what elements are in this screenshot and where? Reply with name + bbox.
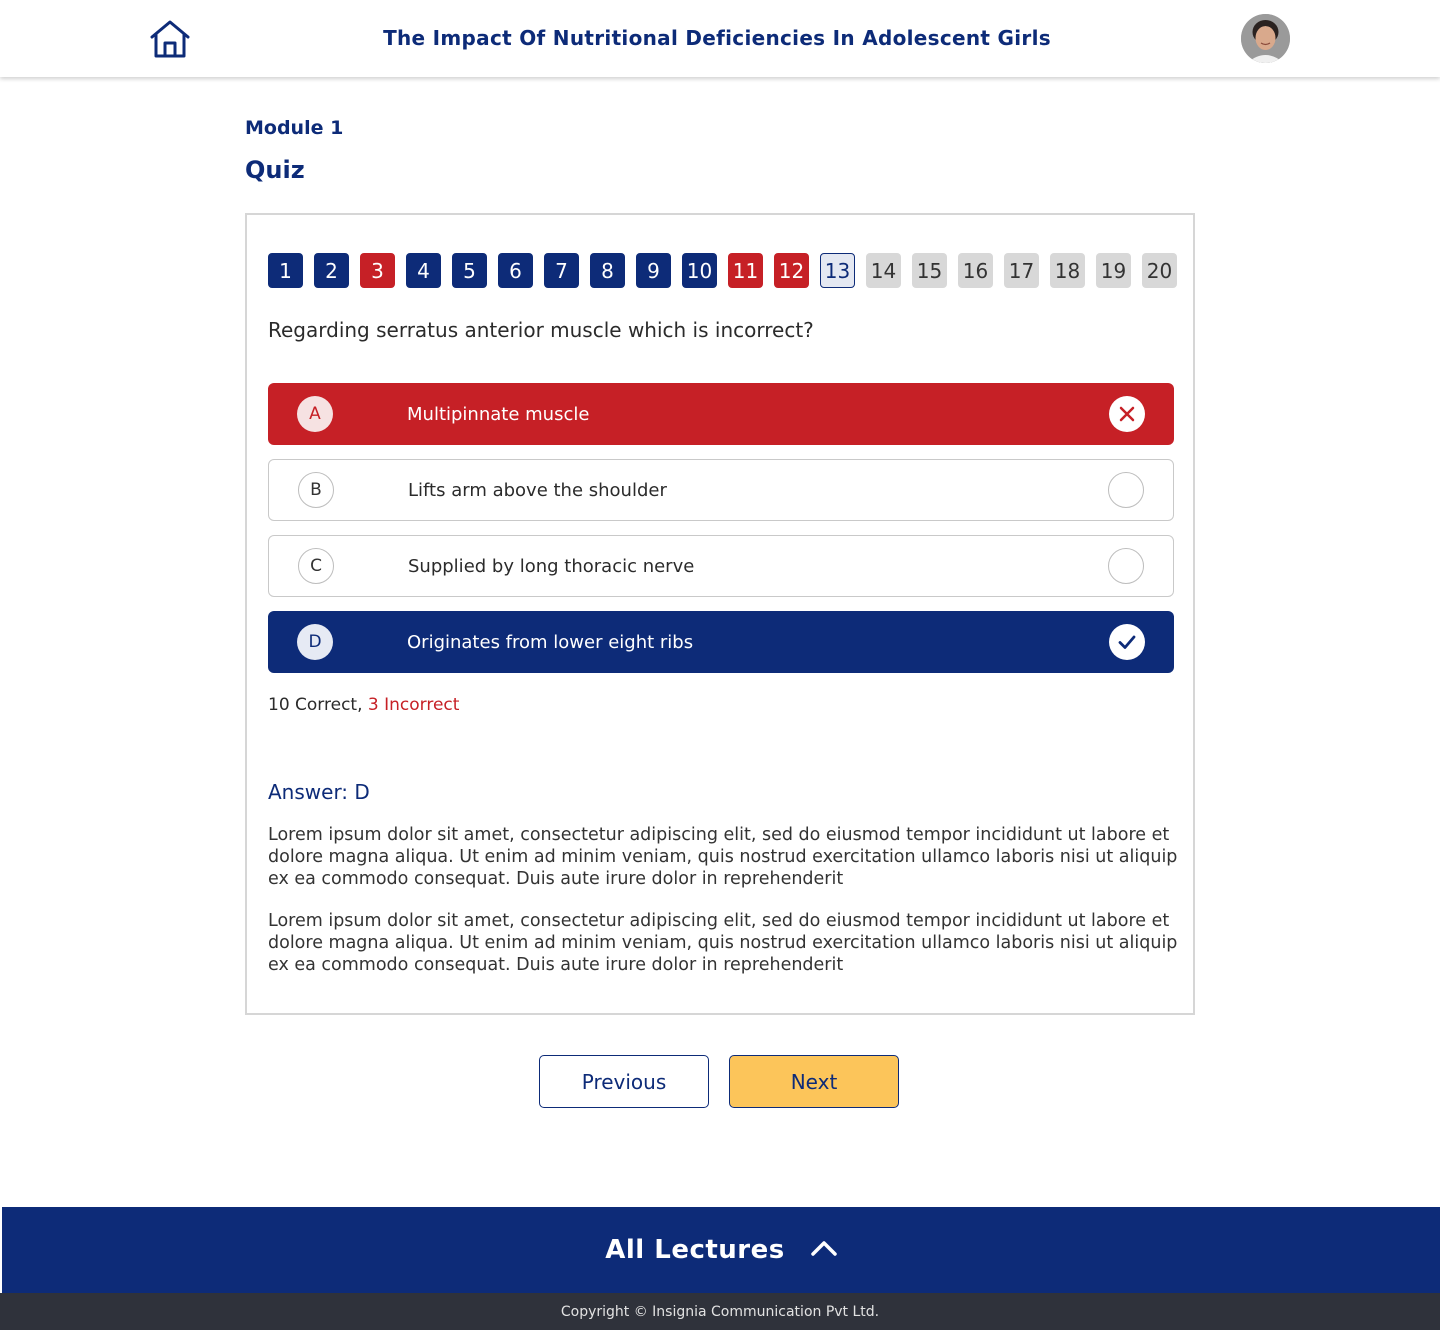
score-summary (268, 695, 459, 715)
copyright-text: Copyright © Insignia Communication Pvt Ltd. (560, 1303, 880, 1320)
page-title: The Impact Of Nutritional Deficiencies In Adolescent Girls (383, 26, 1051, 50)
quiz-card (245, 213, 1195, 1015)
question-number-18[interactable]: 18 (1050, 253, 1085, 288)
question-number-6[interactable]: 6 (498, 253, 533, 288)
footer (0, 1293, 1440, 1330)
top-bar (0, 0, 1440, 77)
question-number-2[interactable]: 2 (314, 253, 349, 288)
empty-circle-icon (1108, 472, 1144, 508)
question-number-1[interactable]: 1 (268, 253, 303, 288)
previous-button[interactable]: Previous (539, 1055, 709, 1108)
question-number-9[interactable]: 9 (636, 253, 671, 288)
option-c[interactable] (268, 535, 1174, 597)
chevron-up-icon (811, 1240, 837, 1260)
question-number-19[interactable]: 19 (1096, 253, 1131, 288)
option-text: Supplied by long thoracic nerve (408, 555, 695, 577)
option-text: Multipinnate muscle (407, 403, 590, 425)
option-letter: C (298, 548, 334, 584)
question-text: Regarding serratus anterior muscle which is incorrect? (268, 318, 814, 342)
section-title: Quiz (245, 156, 305, 184)
question-number-17[interactable]: 17 (1004, 253, 1039, 288)
question-number-4[interactable]: 4 (406, 253, 441, 288)
question-number-14[interactable]: 14 (866, 253, 901, 288)
question-number-20[interactable]: 20 (1142, 253, 1177, 288)
question-number-7[interactable]: 7 (544, 253, 579, 288)
option-text: Lifts arm above the shoulder (408, 479, 667, 501)
empty-circle-icon (1108, 548, 1144, 584)
option-letter: D (297, 624, 333, 660)
explanation-paragraph: Lorem ipsum dolor sit amet, consectetur adipiscing elit, sed do eiusmod tempor incididunt ut labore et dolore magna aliqua. Ut enim ad minim veniam, quis nostrud exercitation ullamco laboris nisi ut aliquip ex ea commodo consequat. Duis aute irure dolor in reprehenderit (268, 825, 1178, 889)
option-b[interactable] (268, 459, 1174, 521)
explanation-paragraph: Lorem ipsum dolor sit amet, consectetur adipiscing elit, sed do eiusmod tempor incididunt ut labore et dolore magna aliqua. Ut enim ad minim veniam, quis nostrud exercitation ullamco laboris nisi ut aliquip ex ea commodo consequat. Duis aute irure dolor in reprehenderit (268, 911, 1178, 975)
question-number-12[interactable]: 12 (774, 253, 809, 288)
module-label: Module 1 (245, 117, 344, 139)
option-a[interactable] (268, 383, 1174, 445)
incorrect-count: 3 Incorrect (367, 695, 460, 715)
answer-label: Answer: D (268, 780, 370, 804)
cross-icon (1109, 396, 1145, 432)
question-number-5[interactable]: 5 (452, 253, 487, 288)
option-letter: B (298, 472, 334, 508)
option-text: Originates from lower eight ribs (407, 631, 694, 653)
all-lectures-bar[interactable] (0, 1207, 1440, 1293)
next-button[interactable]: Next (729, 1055, 899, 1108)
question-navigator (268, 253, 1177, 288)
question-number-8[interactable]: 8 (590, 253, 625, 288)
question-number-3[interactable]: 3 (360, 253, 395, 288)
option-letter: A (297, 396, 333, 432)
user-avatar[interactable] (1241, 14, 1290, 63)
question-number-10[interactable]: 10 (682, 253, 717, 288)
correct-count: 10 Correct, (268, 695, 363, 715)
question-number-13[interactable]: 13 (820, 253, 855, 288)
question-number-11[interactable]: 11 (728, 253, 763, 288)
all-lectures-label: All Lectures (605, 1235, 785, 1265)
check-icon (1109, 624, 1145, 660)
option-d[interactable] (268, 611, 1174, 673)
question-number-16[interactable]: 16 (958, 253, 993, 288)
question-number-15[interactable]: 15 (912, 253, 947, 288)
